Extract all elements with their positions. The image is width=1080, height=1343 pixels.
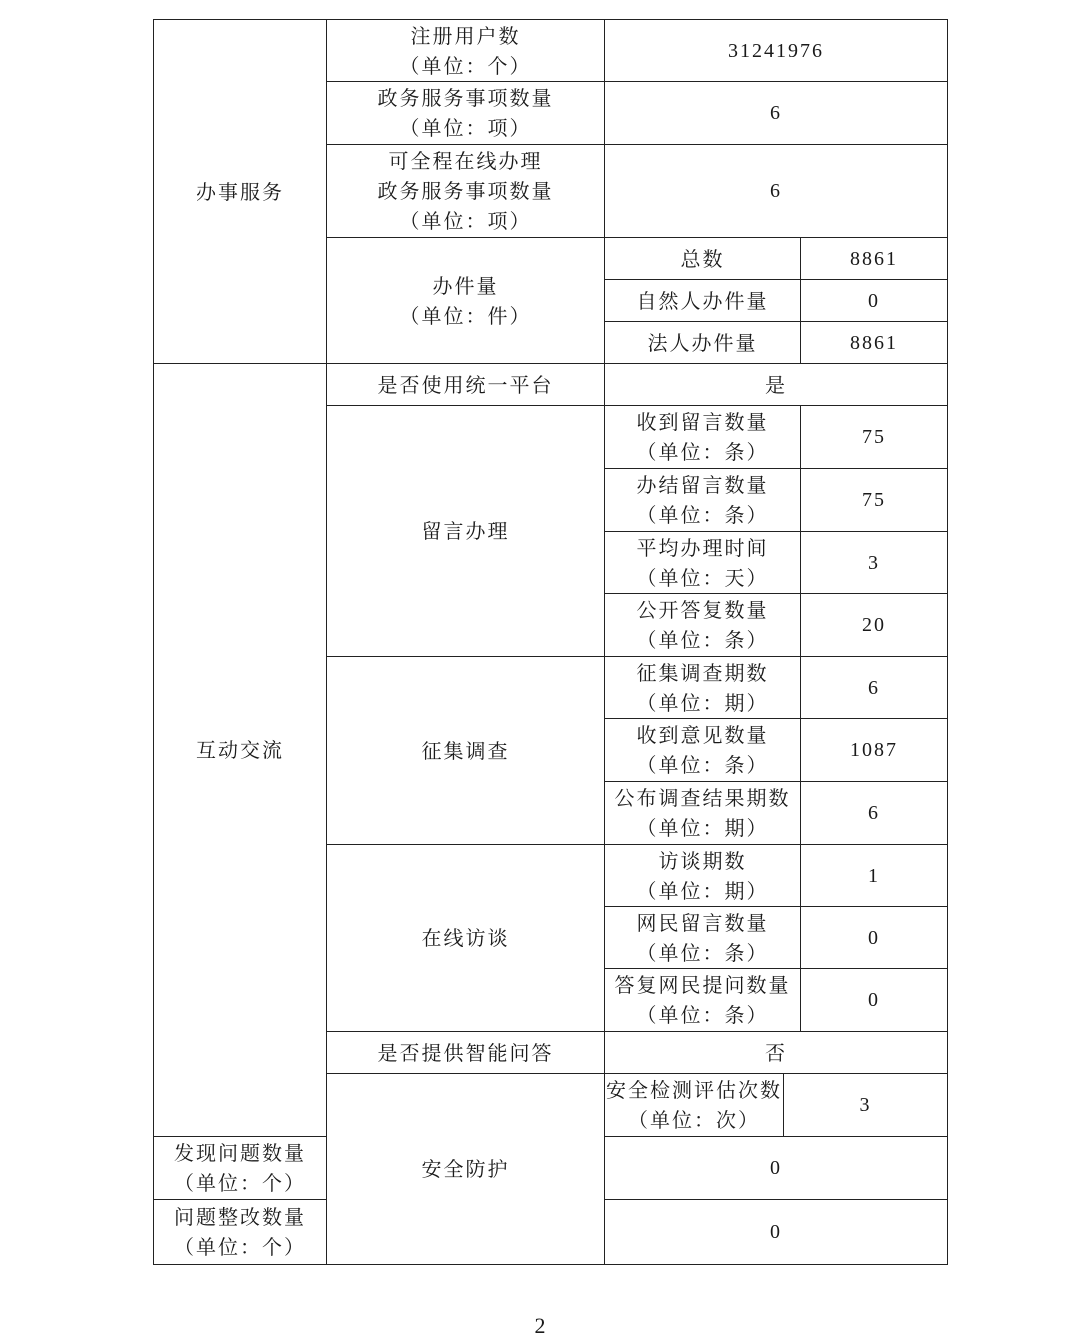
- legal-cases-label: 法人办件量: [605, 322, 801, 364]
- section-interaction: 互动交流: [154, 364, 327, 1137]
- security-checks-label: 安全检测评估次数 （单位：次）: [605, 1074, 784, 1137]
- survey-periods-label: 征集调查期数 （单位：期）: [605, 657, 801, 719]
- received-messages-value: 75: [801, 406, 948, 469]
- report-table: [153, 19, 948, 1265]
- received-messages-label: 收到留言数量 （单位：条）: [605, 406, 801, 469]
- public-reply-value: 20: [801, 594, 948, 657]
- opinions-label: 收到意见数量 （单位：条）: [605, 719, 801, 782]
- total-label: 总数: [605, 238, 801, 280]
- avg-time-value: 3: [801, 532, 948, 594]
- netizen-messages-value: 0: [801, 907, 948, 969]
- messages-group-label: 留言办理: [327, 406, 605, 657]
- service-items-value: 6: [605, 82, 948, 145]
- registered-users-label: 注册用户数 （单位：个）: [327, 20, 605, 82]
- table-row: [154, 364, 948, 406]
- unified-platform-label: 是否使用统一平台: [327, 364, 605, 406]
- survey-group-label: 征集调查: [327, 657, 605, 845]
- avg-time-label: 平均办理时间 （单位：天）: [605, 532, 801, 594]
- interview-periods-value: 1: [801, 845, 948, 907]
- issues-found-value: 0: [605, 1137, 948, 1200]
- service-items-label: 政务服务事项数量 （单位：项）: [327, 82, 605, 145]
- total-value: 8861: [801, 238, 948, 280]
- smart-qa-label: 是否提供智能问答: [327, 1032, 605, 1074]
- section-security: 安全防护: [327, 1074, 605, 1265]
- survey-results-label: 公布调查结果期数 （单位：期）: [605, 782, 801, 845]
- netizen-messages-label: 网民留言数量 （单位：条）: [605, 907, 801, 969]
- opinions-value: 1087: [801, 719, 948, 782]
- section-service: 办事服务: [154, 20, 327, 364]
- interview-group-label: 在线访谈: [327, 845, 605, 1032]
- interview-periods-label: 访谈期数 （单位：期）: [605, 845, 801, 907]
- table-row: [154, 20, 948, 82]
- survey-results-value: 6: [801, 782, 948, 845]
- closed-messages-value: 75: [801, 469, 948, 532]
- issues-found-label: 发现问题数量 （单位：个）: [154, 1137, 327, 1200]
- online-items-value: 6: [605, 145, 948, 238]
- natural-cases-value: 0: [801, 280, 948, 322]
- smart-qa-value: 否: [605, 1032, 948, 1074]
- netizen-replies-label: 答复网民提问数量 （单位：条）: [605, 969, 801, 1032]
- closed-messages-label: 办结留言数量 （单位：条）: [605, 469, 801, 532]
- public-reply-label: 公开答复数量 （单位：条）: [605, 594, 801, 657]
- online-items-label: 可全程在线办理 政务服务事项数量 （单位：项）: [327, 145, 605, 238]
- unified-platform-value: 是: [605, 364, 948, 406]
- cases-label: 办件量 （单位：件）: [327, 238, 605, 364]
- security-checks-value: 3: [784, 1074, 948, 1137]
- natural-cases-label: 自然人办件量: [605, 280, 801, 322]
- page-number: 2: [534, 1313, 546, 1338]
- issues-fixed-value: 0: [605, 1200, 948, 1265]
- registered-users-value: 31241976: [605, 20, 948, 82]
- survey-periods-value: 6: [801, 657, 948, 719]
- netizen-replies-value: 0: [801, 969, 948, 1032]
- issues-fixed-label: 问题整改数量 （单位：个）: [154, 1200, 327, 1265]
- legal-cases-value: 8861: [801, 322, 948, 364]
